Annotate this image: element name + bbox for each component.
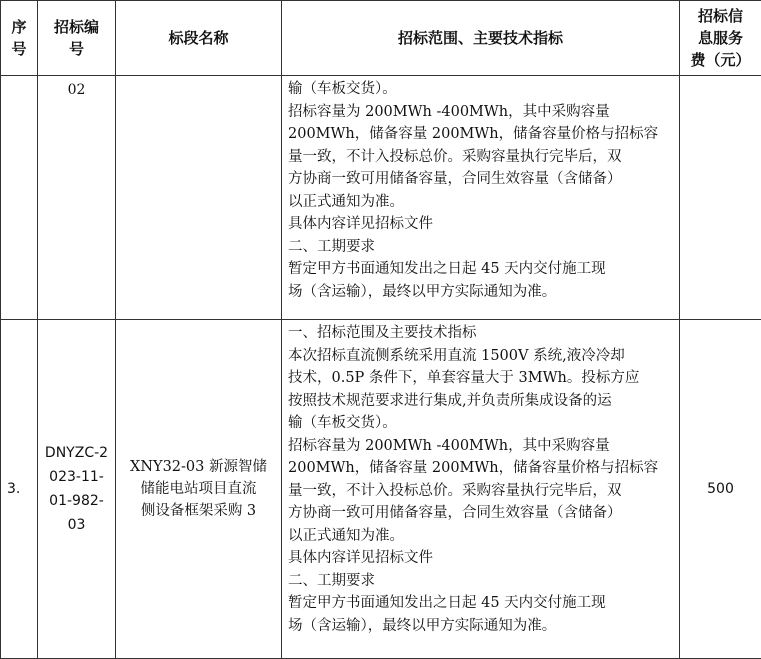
table-row bbox=[1, 76, 761, 320]
scope-line: 方协商一致可用储备容量，合同生效容量（含储备） bbox=[288, 171, 622, 187]
scope-line: 本次招标直流侧系统采用直流 1500V 系统,液冷冷却 bbox=[288, 347, 625, 364]
scope-line: 具体内容详见招标文件 bbox=[288, 216, 433, 232]
scope-line: 技术，0.5P 条件下，单套容量大于 3MWh。投标方应 bbox=[288, 370, 640, 386]
scope-line: 场（含运输），最终以甲方实际通知为准。 bbox=[288, 617, 557, 634]
scope-line: 招标容量为 200MWh -400MWh，其中采购容量 bbox=[288, 103, 610, 120]
row-seq: 3. bbox=[1, 320, 38, 659]
scope-line: 二、工期要求 bbox=[288, 572, 375, 589]
row-code: 02 bbox=[38, 76, 116, 320]
scope-line: 以正式通知为准。 bbox=[288, 527, 404, 544]
scope-line: 输（车板交货）。 bbox=[288, 81, 397, 97]
row-name bbox=[116, 76, 282, 320]
scope-line: 量一致，不计入投标总价。采购容量执行完毕后，双 bbox=[288, 148, 622, 165]
row-fee: 500 bbox=[680, 320, 761, 659]
scope-line: 场（含运输），最终以甲方实际通知为准。 bbox=[288, 283, 557, 300]
header-name: 标段名称 bbox=[116, 1, 282, 76]
row-name: XNY32-03 新源智储 储能电站项目直流 侧设备框架采购 3 bbox=[116, 320, 282, 659]
header-fee: 招标信 息服务 费（元） bbox=[680, 1, 761, 76]
scope-line: 一、招标范围及主要技术指标 bbox=[288, 325, 477, 341]
scope-line: 以正式通知为准。 bbox=[288, 193, 404, 210]
scope-line: 量一致，不计入投标总价。采购容量执行完毕后，双 bbox=[288, 482, 622, 499]
scope-line: 二、工期要求 bbox=[288, 238, 375, 255]
scope-line: 暂定甲方书面通知发出之日起 45 天内交付施工现 bbox=[288, 595, 606, 611]
scope-line: 方协商一致可用储备容量，合同生效容量（含储备） bbox=[288, 505, 622, 521]
row-scope bbox=[282, 76, 680, 320]
header-row bbox=[1, 1, 761, 76]
row-seq bbox=[1, 76, 38, 320]
table-row bbox=[1, 320, 761, 659]
scope-line: 按照技术规范要求进行集成,并负责所集成设备的运 bbox=[288, 392, 612, 409]
scope-line: 招标容量为 200MWh -400MWh，其中采购容量 bbox=[288, 437, 610, 454]
row-scope bbox=[282, 320, 680, 659]
row-fee bbox=[680, 76, 761, 320]
scope-line: 输（车板交货）。 bbox=[288, 415, 397, 431]
scope-line: 200MWh，储备容量 200MWh，储备容量价格与招标容 bbox=[288, 460, 659, 476]
scope-line: 200MWh，储备容量 200MWh，储备容量价格与招标容 bbox=[288, 126, 659, 142]
row-code: DNYZC-2 023-11- 01-982- 03 bbox=[38, 320, 116, 659]
scope-line: 具体内容详见招标文件 bbox=[288, 550, 433, 566]
header-scope: 招标范围、主要技术指标 bbox=[282, 1, 680, 76]
scope-line: 暂定甲方书面通知发出之日起 45 天内交付施工现 bbox=[288, 261, 606, 277]
header-code: 招标编 号 bbox=[38, 1, 116, 76]
header-seq: 序 号 bbox=[1, 1, 38, 76]
